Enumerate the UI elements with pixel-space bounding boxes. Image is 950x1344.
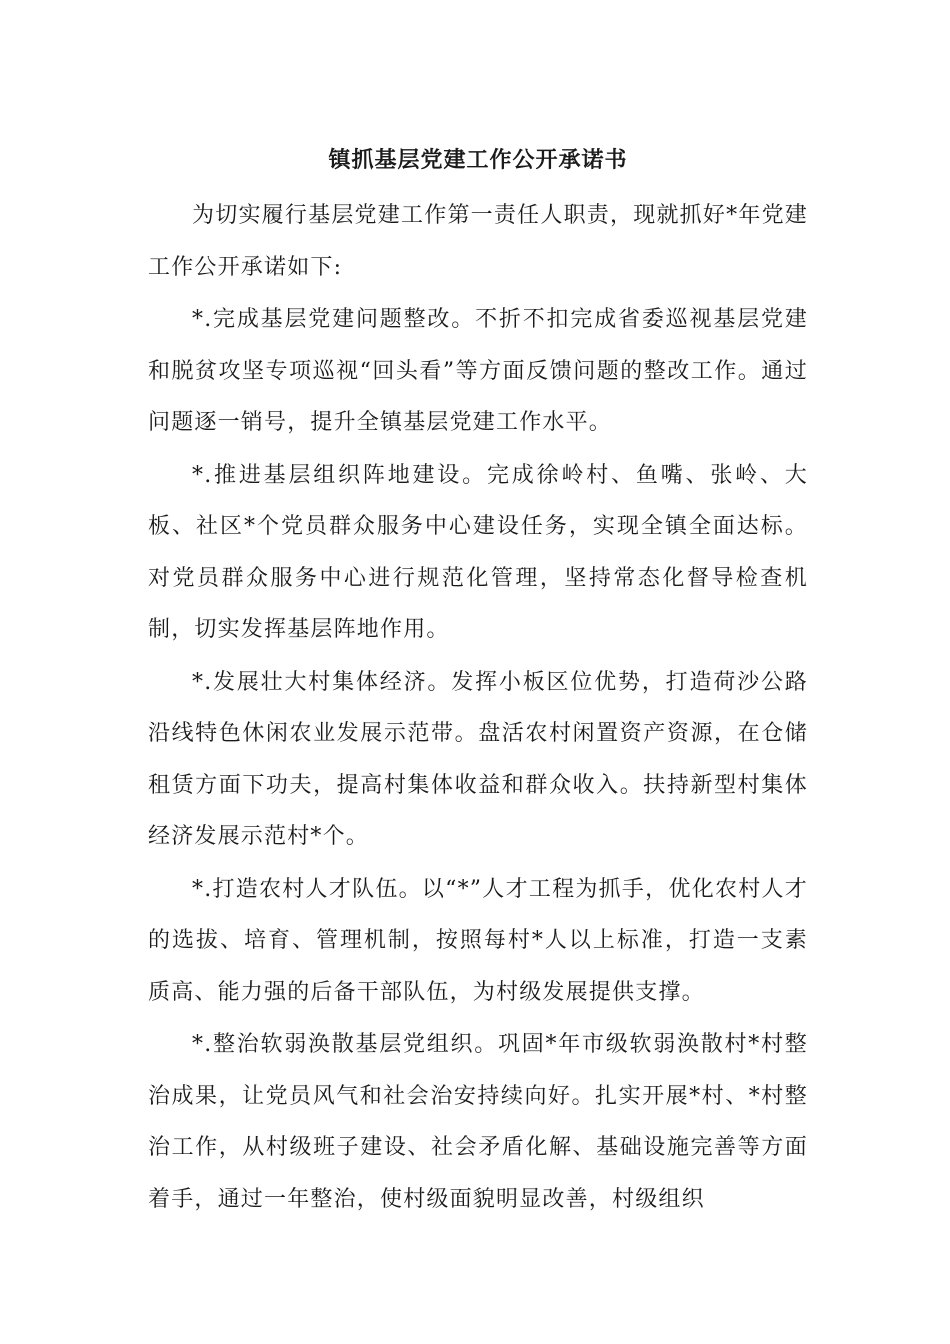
paragraph-weak-organizations: *.整治软弱涣散基层党组织。巩固*年市级软弱涣散村*村整治成果，让党员风气和社会治安持续向好。扎实开展*村、*村整治工作，从村级班子建设、社会矛盾化解、基础设施完善等方面着手，通过一年整治，使村级面貌明显改善，村级组织 (148, 1032, 808, 1212)
paragraph-talent-team: *.打造农村人才队伍。以“*”人才工程为抓手，优化农村人才的选拔、培育、管理机制，按照每村*人以上标准，打造一支素质高、能力强的后备干部队伍，为村级发展提供支撑。 (148, 876, 808, 1005)
intro-paragraph: 为切实履行基层党建工作第一责任人职责，现就抓好*年党建工作公开承诺如下: (148, 203, 808, 280)
document-title: 镇抓基层党建工作公开承诺书 (328, 147, 628, 173)
paragraph-rectification: *.完成基层党建问题整改。不折不扣完成省委巡视基层党建和脱贫攻坚专项巡视“回头看”等方面反馈问题的整改工作。通过问题逐一销号，提升全镇基层党建工作水平。 (148, 307, 808, 435)
paragraph-position-building: *.推进基层组织阵地建设。完成徐岭村、鱼嘴、张岭、大板、社区*个党员群众服务中心建设任务，实现全镇全面达标。对党员群众服务中心进行规范化管理，坚持常态化督导检查机制，切实发挥基层阵地作用。 (148, 462, 808, 642)
paragraph-collective-economy: *.发展壮大村集体经济。发挥小板区位优势，打造荷沙公路沿线特色休闲农业发展示范带。盘活农村闲置资产资源，在仓储租赁方面下功夫，提高村集体收益和群众收入。扶持新型村集体经济发展示范村*个。 (148, 669, 808, 849)
document-page (148, 126, 808, 1226)
